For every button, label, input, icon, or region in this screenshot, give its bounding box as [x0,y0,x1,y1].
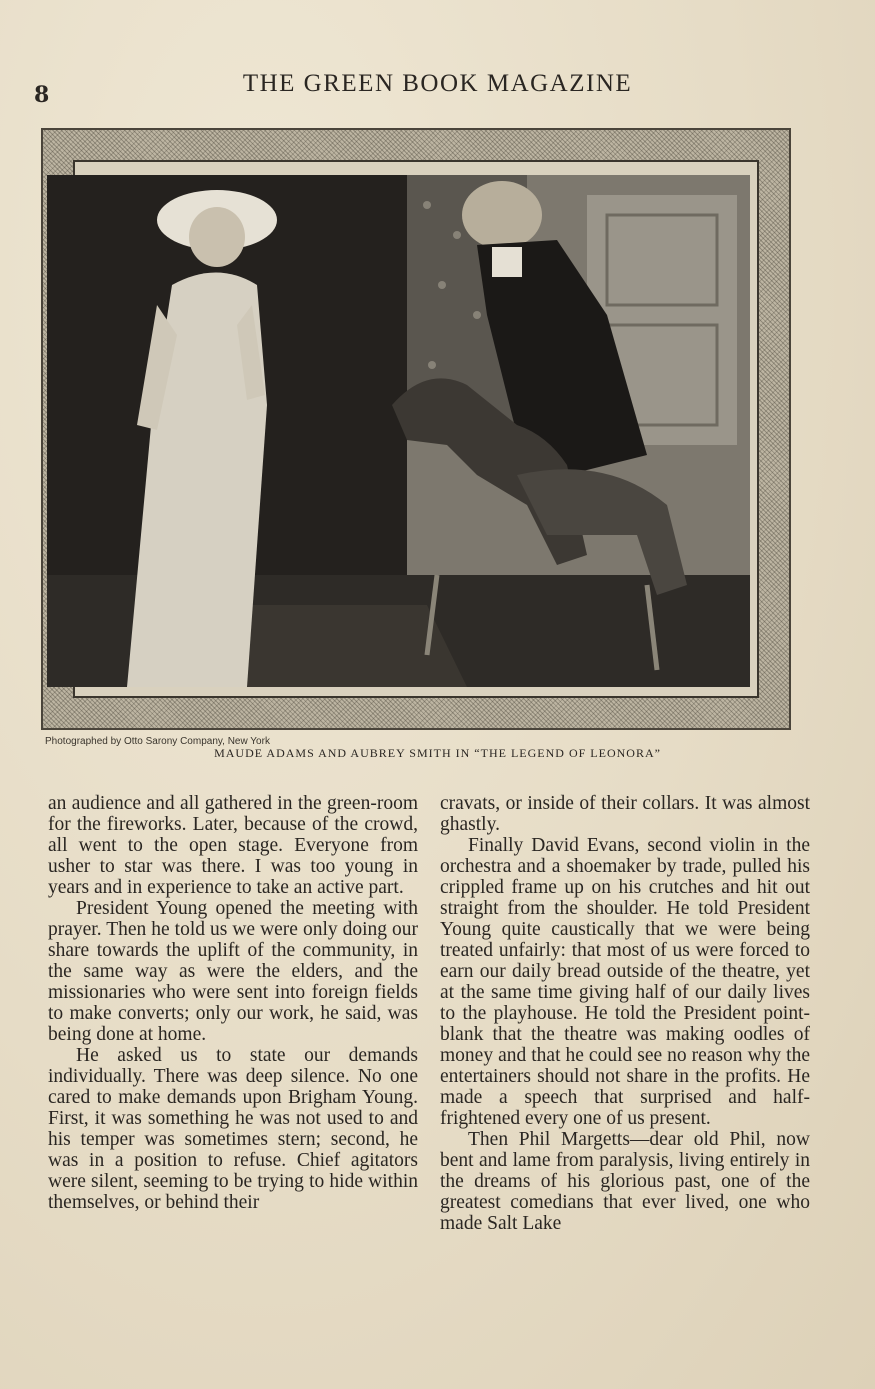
page-number: 8 [34,82,50,108]
paragraph: He asked us to state our demands individually. There was deep silence. No one cared to make demands upon Brigham Young. First, it was something he was not used to and his temper was sometimes stern; second, he was in a position to refuse. Chief agitators were silent, seeming to be trying to hide within themselves, or behind their [48,1045,418,1213]
text-column-right [440,793,810,1234]
paragraph: an audience and all gathered in the green-room for the fireworks. Later, because of the crowd, all went to the open stage. Everyone from usher to star was there. I was too young in years and in experience to take an active part. [48,793,418,898]
paragraph: Finally David Evans, second violin in the orchestra and a shoemaker by trade, pulled his crippled frame up on his crutches and hit out straight from the shoulder. He told President Young quite caustically that we were being treated unfairly: that most of us were forced to earn our daily bread outside of the theatre, yet at the same time giving half of our daily lives to the playhouse. He told the President point-blank that the theatre was making oodles of money and that he could see no reason why the entertainers should not share in the profits. He made a speech that surprised and half-frightened every one of us present. [440,835,810,1129]
paragraph: Then Phil Margetts—dear old Phil, now bent and lame from paralysis, living entirely in the dreams of his glorious past, one of the greatest comedians that ever lived, one who made Salt Lake [440,1129,810,1234]
paragraph: cravats, or inside of their collars. It was almost ghastly. [440,793,810,835]
photograph [47,175,750,687]
photograph-illustration [47,175,750,687]
photo-credit: Photographed by Otto Sarony Company, New York [45,736,270,747]
running-head: THE GREEN BOOK MAGAZINE [242,70,633,97]
paragraph: President Young opened the meeting with prayer. Then he told us we were only doing our share towards the uplift of the community, in the same way as were the elders, and the missionaries who were sent into foreign fields to make converts; only our work, he said, was being done at home. [48,898,418,1045]
text-column-left [48,793,418,1213]
figure-caption: MAUDE ADAMS AND AUBREY SMITH IN “THE LEGEND OF LEONORA” [214,746,661,760]
